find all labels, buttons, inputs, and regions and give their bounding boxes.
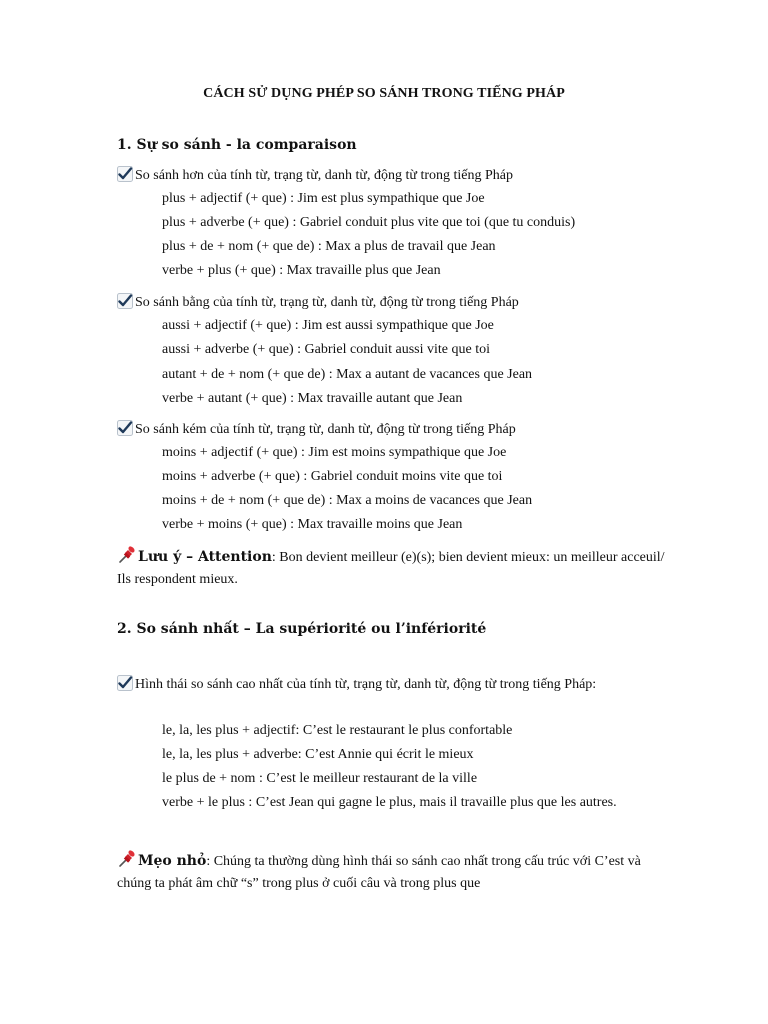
section-2-heading: 2. So sánh nhất – La supériorité ou l’infériorité (117, 621, 487, 637)
group-1-lead (117, 166, 513, 185)
list-item: aussi + adjectif (+ que) : Jim est aussi sympathique que Joe (162, 318, 494, 333)
pushpin-icon (117, 545, 137, 565)
list-item: plus + adverbe (+ que) : Gabriel conduit plus vite que toi (que tu conduis) (162, 215, 576, 230)
list-item: verbe + plus (+ que) : Max travaille plus que Jean (162, 263, 441, 278)
attention-label: Lưu ý – Attention (138, 549, 272, 565)
checkmark-icon (117, 293, 133, 309)
attention-note (117, 545, 665, 567)
list-item: moins + de + nom (+ que de) : Max a moins de vacances que Jean (162, 493, 533, 508)
section-2-lead-text: Hình thái so sánh cao nhất của tính từ, trạng từ, danh từ, động từ trong tiếng Pháp: (135, 677, 597, 692)
group-3-lead (117, 420, 516, 439)
tip-label: Mẹo nhỏ (138, 853, 207, 869)
group-3-lead-text: So sánh kém của tính từ, trạng từ, danh từ, động từ trong tiếng Pháp (135, 422, 516, 437)
list-item: moins + adjectif (+ que) : Jim est moins sympathique que Joe (162, 445, 507, 460)
list-item: autant + de + nom (+ que de) : Max a autant de vacances que Jean (162, 367, 533, 382)
list-item: verbe + moins (+ que) : Max travaille moins que Jean (162, 517, 463, 532)
group-2-lead (117, 293, 519, 312)
tip-text-continued: chúng ta phát âm chữ “s” trong plus ở cuối câu và trong plus que (117, 876, 481, 891)
section-2-lead (117, 675, 596, 694)
list-item: plus + adjectif (+ que) : Jim est plus sympathique que Joe (162, 191, 485, 206)
list-item: verbe + le plus : C’est Jean qui gagne le plus, mais il travaille plus que les autres. (162, 795, 617, 810)
list-item: aussi + adverbe (+ que) : Gabriel conduit aussi vite que toi (162, 342, 490, 357)
group-2-lead-text: So sánh bằng của tính từ, trạng từ, danh từ, động từ trong tiếng Pháp (135, 295, 519, 310)
list-item: le, la, les plus + adjectif: C’est le restaurant le plus confortable (162, 723, 513, 738)
tip-text: : Chúng ta thường dùng hình thái so sánh cao nhất trong cấu trúc với C’est và (206, 854, 641, 869)
pushpin-icon (117, 849, 137, 869)
list-item: plus + de + nom (+ que de) : Max a plus de travail que Jean (162, 239, 496, 254)
checkmark-icon (117, 675, 133, 691)
document-title: CÁCH SỬ DỤNG PHÉP SO SÁNH TRONG TIẾNG PHÁP (203, 86, 565, 101)
checkmark-icon (117, 166, 133, 182)
group-1-lead-text: So sánh hơn của tính từ, trạng từ, danh từ, động từ trong tiếng Pháp (135, 168, 513, 183)
list-item: moins + adverbe (+ que) : Gabriel conduit moins vite que toi (162, 469, 503, 484)
checkmark-icon (117, 420, 133, 436)
tip-note (117, 849, 641, 871)
section-1-heading: 1. Sự so sánh - la comparaison (117, 137, 357, 153)
attention-text: : Bon devient meilleur (e)(s); bien devient mieux: un meilleur acceuil/ (271, 550, 665, 565)
attention-text-continued: Ils respondent mieux. (117, 572, 238, 587)
list-item: le plus de + nom : C’est le meilleur restaurant de la ville (162, 771, 478, 786)
list-item: verbe + autant (+ que) : Max travaille autant que Jean (162, 391, 463, 406)
list-item: le, la, les plus + adverbe: C’est Annie qui écrit le mieux (162, 747, 474, 762)
